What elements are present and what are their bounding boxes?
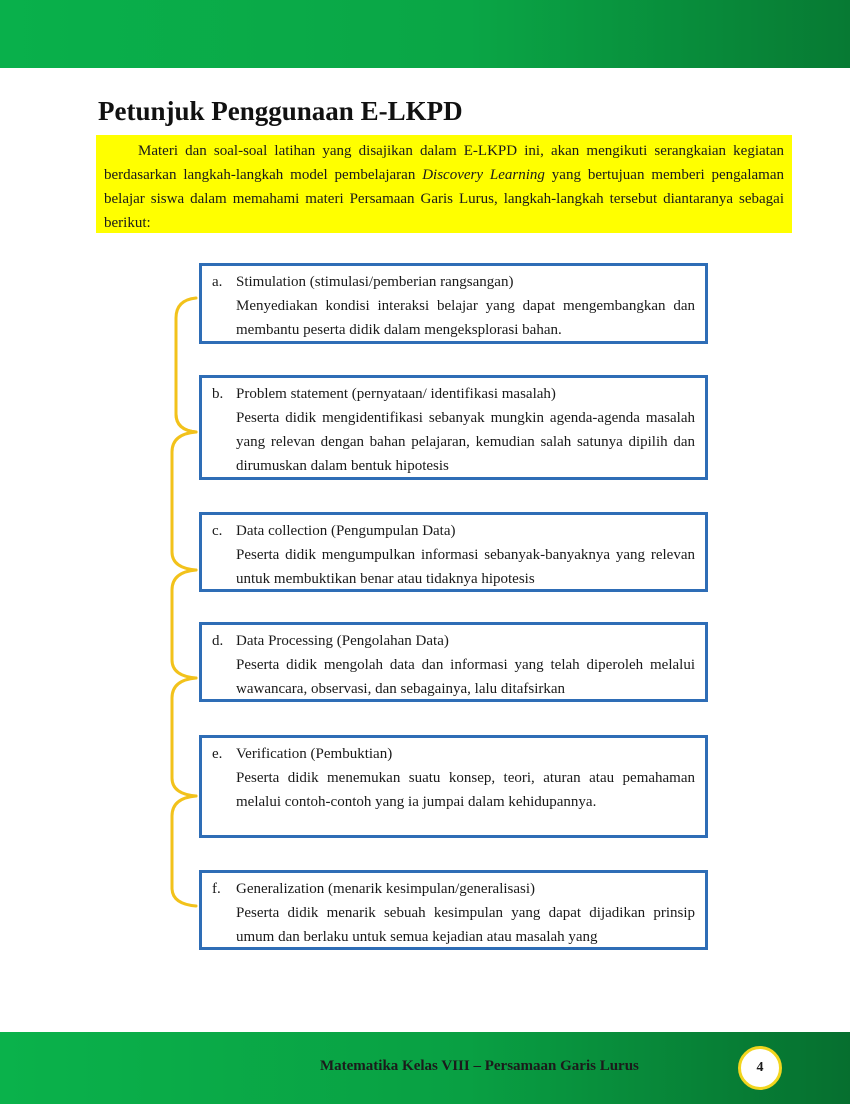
step-problem-statement bbox=[199, 375, 708, 480]
step-description: Peserta didik menemukan suatu konsep, teori, aturan atau pemahaman melalui contoh-contoh yang ia jumpai dalam kehidupannya. bbox=[236, 770, 695, 810]
intro-text-end: yang bertujuan memberi pengalaman belajar siswa dalam memahami materi Persamaan Garis Lurus, langkah-langkah tersebut diantaranya sebagai berikut: bbox=[104, 167, 784, 231]
step-heading: Verification (Pembuktian) bbox=[236, 746, 393, 762]
intro-emphasis: Discovery Learning bbox=[422, 167, 545, 183]
step-description: Peserta didik mengumpulkan informasi sebanyak-banyaknya yang relevan untuk membuktikan benar atau tidaknya hipotesis bbox=[236, 547, 695, 587]
step-verification bbox=[199, 735, 708, 838]
step-description: Peserta didik mengidentifikasi sebanyak mungkin agenda-agenda masalah yang relevan dengan bahan pelajaran, kemudian salah satunya dipilih dan dirumuskan dalam bentuk hipotesis bbox=[236, 410, 695, 474]
page-number-badge bbox=[738, 1046, 782, 1090]
step-heading: Generalization (menarik kesimpulan/generalisasi) bbox=[236, 881, 536, 897]
step-letter: e. bbox=[212, 746, 223, 762]
step-letter: b. bbox=[212, 386, 224, 402]
page-number: 4 bbox=[756, 1060, 764, 1075]
step-heading: Data Processing (Pengolahan Data) bbox=[236, 633, 449, 649]
step-heading: Data collection (Pengumpulan Data) bbox=[236, 523, 456, 539]
step-letter: f. bbox=[212, 881, 221, 897]
step-description: Menyediakan kondisi interaksi belajar yang dapat mengembangkan dan membantu peserta didik dalam mengeksplorasi bahan. bbox=[236, 298, 695, 338]
step-letter: a. bbox=[212, 274, 223, 290]
step-description: Peserta didik mengolah data dan informasi yang telah diperoleh melalui wawancara, observasi, dan sebagainya, lalu ditafsirkan bbox=[236, 657, 695, 697]
footer-title: Matematika Kelas VIII – Persamaan Garis Lurus bbox=[320, 1058, 639, 1074]
step-generalization bbox=[199, 870, 708, 950]
step-letter: d. bbox=[212, 633, 224, 649]
header-band bbox=[0, 0, 850, 68]
step-heading: Stimulation (stimulasi/pemberian rangsangan) bbox=[236, 274, 514, 290]
step-description: Peserta didik menarik sebuah kesimpulan yang dapat dijadikan prinsip umum dan berlaku untuk semua kejadian atau masalah yang bbox=[236, 905, 695, 945]
step-stimulation bbox=[199, 263, 708, 344]
intro-paragraph bbox=[96, 135, 792, 233]
step-data-collection bbox=[199, 512, 708, 592]
page-title: Petunjuk Penggunaan E-LKPD bbox=[98, 96, 463, 126]
step-data-processing bbox=[199, 622, 708, 702]
step-letter: c. bbox=[212, 523, 223, 539]
intro-text-start: Materi dan soal-soal latihan yang disajikan dalam E-LKPD ini, akan mengikuti serangkaian kegiatan berdasarkan langkah-langkah model pembelajaran bbox=[104, 143, 784, 183]
step-heading: Problem statement (pernyataan/ identifikasi masalah) bbox=[236, 386, 556, 402]
